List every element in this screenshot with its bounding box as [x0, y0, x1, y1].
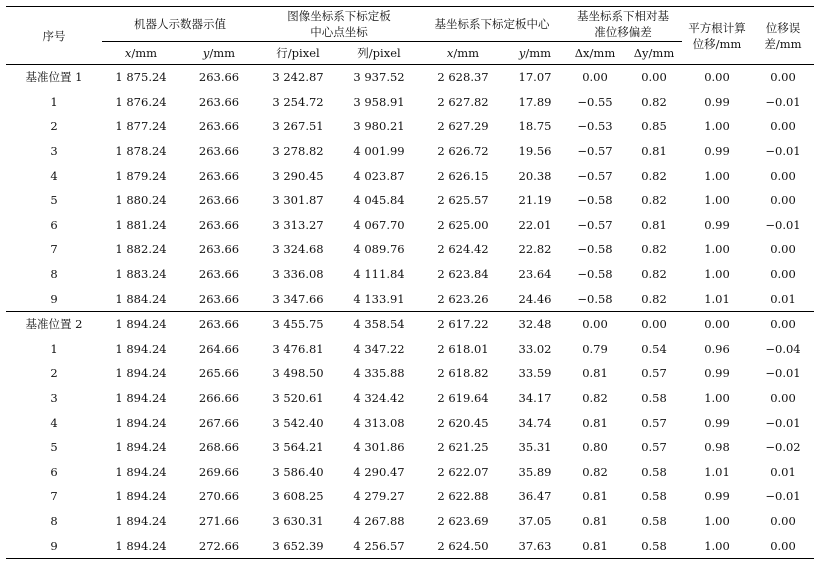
cell-robot-y: 263.66: [198, 193, 240, 208]
cell-sqrt-displacement: 1.00: [704, 168, 730, 183]
cell-seq: 9: [6, 533, 102, 558]
cell-image-row: 3 586.40: [272, 464, 324, 479]
cell-base-y: 22.01: [518, 217, 552, 232]
base-x-unit: /mm: [453, 46, 480, 60]
header-row-pixel: 行/pixel: [258, 42, 338, 65]
cell-seq: 1: [50, 341, 58, 356]
data-table-container: [6, 6, 814, 559]
header-x-mm: x/mm: [102, 42, 180, 65]
cell-sqrt-displacement: 1.00: [704, 242, 730, 257]
cell-base-x: 2 624.42: [437, 242, 489, 257]
cell-image-col: 4 023.87: [353, 168, 405, 183]
table-row: [6, 533, 814, 558]
table-row: [6, 484, 814, 509]
cell-image-col: 4 111.84: [353, 267, 405, 282]
cell-seq: 8: [50, 267, 58, 282]
cell-delta-x: −0.58: [577, 267, 613, 282]
cell-delta-y: 0.00: [626, 311, 682, 336]
cell-base-y: 17.89: [518, 94, 552, 109]
cell-robot-y: 263.66: [198, 119, 240, 134]
cell-displacement-error: 0.00: [770, 193, 796, 208]
table-row: [6, 139, 814, 164]
cell-image-row: 3 313.27: [272, 217, 324, 232]
cell-robot-x: 1 894.24: [115, 366, 167, 381]
cell-delta-y: 0.58: [641, 489, 667, 504]
cell-robot-x: 1 880.24: [115, 193, 167, 208]
cell-base-x: 2 625.00: [437, 217, 489, 232]
cell-image-row: 3 301.87: [272, 193, 324, 208]
cell-robot-y: 264.66: [198, 341, 240, 356]
cell-base-x: 2 623.26: [437, 291, 489, 306]
cell-robot-y: 266.66: [198, 391, 240, 406]
header-col-pixel: 列/pixel: [338, 42, 420, 65]
cell-displacement-error: −0.01: [765, 144, 801, 159]
cell-sqrt-displacement: 1.00: [704, 391, 730, 406]
calibration-table: [6, 6, 814, 559]
cell-robot-x: 1 894.24: [115, 513, 167, 528]
cell-delta-y: 0.54: [641, 341, 667, 356]
cell-base-y: 19.56: [518, 144, 552, 159]
cell-image-row: 3 290.45: [272, 168, 324, 183]
table-row: [6, 337, 814, 362]
cell-seq: 基准位置 1: [25, 70, 83, 85]
cell-base-x: 2 628.37: [437, 70, 489, 85]
cell-sqrt-displacement: 1.01: [704, 291, 730, 306]
table-row: [6, 286, 814, 311]
cell-seq: 5: [50, 193, 58, 208]
cell-image-row: 3 608.25: [272, 489, 324, 504]
header-dx: Δx/mm: [564, 42, 626, 65]
cell-image-col: 3 958.91: [353, 94, 405, 109]
cell-displacement-error: −0.01: [765, 366, 801, 381]
cell-delta-x: 0.00: [582, 70, 608, 85]
cell-robot-x: 1 884.24: [115, 291, 167, 306]
table-row: [6, 213, 814, 238]
cell-delta-x: −0.55: [577, 94, 613, 109]
cell-image-col: 4 347.22: [353, 341, 405, 356]
cell-base-x: 2 621.25: [437, 440, 489, 455]
cell-image-row: 3 347.66: [272, 291, 324, 306]
header-sqrt-displacement: [682, 7, 752, 65]
table-row: [6, 386, 814, 411]
table-row: [6, 460, 814, 485]
cell-base-x: 2 627.82: [437, 94, 489, 109]
cell-robot-x: 1 894.24: [102, 533, 180, 558]
header-base-center: 基坐标系下标定板中心: [420, 7, 564, 42]
cell-displacement-error: 0.01: [770, 464, 796, 479]
cell-delta-y: 0.58: [641, 464, 667, 479]
cell-image-row: 3 242.87: [272, 70, 324, 85]
cell-base-y: 21.19: [518, 193, 552, 208]
cell-seq: 5: [50, 440, 58, 455]
cell-delta-x: 0.81: [582, 489, 608, 504]
cell-image-col: 4 301.86: [353, 440, 405, 455]
cell-base-x: 2 622.07: [437, 464, 489, 479]
cell-robot-y: 271.66: [198, 513, 240, 528]
cell-robot-x: 1 879.24: [115, 168, 167, 183]
cell-image-col: 4 267.88: [353, 513, 405, 528]
cell-seq: 7: [50, 489, 58, 504]
table-row: [6, 509, 814, 534]
cell-base-y: 37.05: [518, 513, 552, 528]
cell-seq: 基准位置 2: [6, 311, 102, 336]
cell-sqrt-displacement: 1.00: [704, 193, 730, 208]
cell-image-row: 3 630.31: [272, 513, 324, 528]
cell-delta-y: 0.57: [641, 440, 667, 455]
header-displacement-error: [752, 7, 814, 65]
header-base-x: x/mm: [420, 42, 506, 65]
header-robot-reading: 机器人示数器示值: [102, 7, 258, 42]
cell-base-x: 2 620.45: [437, 415, 489, 430]
cell-delta-y: 0.81: [641, 144, 667, 159]
header-dy: Δy/mm: [626, 42, 682, 65]
cell-robot-x: 1 875.24: [115, 70, 167, 85]
cell-delta-y: 0.82: [641, 267, 667, 282]
cell-robot-y: 267.66: [198, 415, 240, 430]
cell-seq: 3: [50, 144, 58, 159]
cell-robot-y: 263.66: [180, 311, 258, 336]
cell-delta-y: 0.58: [641, 391, 667, 406]
cell-sqrt-displacement: 0.96: [704, 341, 730, 356]
cell-image-row: 3 278.82: [272, 144, 324, 159]
header-seq: 序号: [6, 7, 102, 65]
cell-displacement-error: −0.02: [765, 440, 801, 455]
cell-image-col: 4 324.42: [353, 391, 405, 406]
cell-displacement-error: 0.00: [752, 533, 814, 558]
cell-image-row: 3 324.68: [272, 242, 324, 257]
base-y-unit: /mm: [525, 46, 552, 60]
cell-image-col: 3 937.52: [353, 70, 405, 85]
cell-image-row: 3 336.08: [272, 267, 324, 282]
cell-robot-y: 269.66: [198, 464, 240, 479]
cell-delta-y: 0.82: [641, 242, 667, 257]
cell-base-y: 23.64: [518, 267, 552, 282]
cell-base-x: 2 623.69: [437, 513, 489, 528]
header-base-y: y/mm: [506, 42, 564, 65]
cell-robot-y: 265.66: [198, 366, 240, 381]
cell-robot-x: 1 877.24: [115, 119, 167, 134]
cell-robot-y: 263.66: [198, 291, 240, 306]
cell-robot-x: 1 894.24: [115, 415, 167, 430]
cell-delta-x: −0.57: [577, 217, 613, 232]
cell-base-y: 33.59: [518, 366, 552, 381]
cell-base-y: 35.89: [518, 464, 552, 479]
cell-image-row: 3 455.75: [258, 311, 338, 336]
cell-image-row: 3 498.50: [272, 366, 324, 381]
cell-seq: 7: [50, 242, 58, 257]
cell-base-x: 2 618.01: [437, 341, 489, 356]
cell-base-x: 2 622.88: [437, 489, 489, 504]
cell-base-y: 36.47: [518, 489, 552, 504]
cell-base-y: 35.31: [518, 440, 552, 455]
header-image-coords-text: 图像坐标系下标定板中心点坐标: [287, 9, 391, 39]
cell-robot-y: 263.66: [198, 70, 240, 85]
cell-base-y: 34.17: [518, 391, 552, 406]
cell-delta-y: 0.85: [641, 119, 667, 134]
cell-displacement-error: −0.01: [765, 415, 801, 430]
cell-image-col: 4 279.27: [353, 489, 405, 504]
cell-delta-x: 0.81: [564, 533, 626, 558]
cell-seq: 4: [50, 415, 58, 430]
cell-seq: 8: [50, 513, 58, 528]
cell-base-x: 2 618.82: [437, 366, 489, 381]
cell-base-y: 18.75: [518, 119, 552, 134]
cell-image-row: 3 652.39: [258, 533, 338, 558]
cell-image-col: 4 133.91: [353, 291, 405, 306]
cell-seq: 1: [50, 94, 58, 109]
x-unit: /mm: [131, 46, 158, 60]
cell-delta-x: −0.58: [577, 242, 613, 257]
cell-displacement-error: 0.00: [770, 267, 796, 282]
cell-delta-y: 0.81: [641, 217, 667, 232]
cell-robot-y: 263.66: [198, 168, 240, 183]
cell-robot-y: 272.66: [180, 533, 258, 558]
table-row: [6, 114, 814, 139]
cell-base-x: 2 617.22: [420, 311, 506, 336]
cell-sqrt-displacement: 1.01: [704, 464, 730, 479]
cell-displacement-error: 0.00: [770, 513, 796, 528]
cell-delta-x: −0.53: [577, 119, 613, 134]
table-row: [6, 65, 814, 90]
cell-robot-y: 263.66: [198, 217, 240, 232]
cell-sqrt-displacement: 0.99: [704, 366, 730, 381]
cell-image-row: 3 564.21: [272, 440, 324, 455]
cell-base-x: 2 624.50: [420, 533, 506, 558]
cell-displacement-error: 0.00: [770, 242, 796, 257]
cell-delta-x: 0.81: [582, 366, 608, 381]
cell-image-col: 4 067.70: [353, 217, 405, 232]
cell-seq: 2: [50, 366, 58, 381]
cell-seq: 3: [50, 391, 58, 406]
cell-robot-x: 1 876.24: [115, 94, 167, 109]
cell-robot-x: 1 882.24: [115, 242, 167, 257]
cell-delta-x: 0.82: [582, 391, 608, 406]
cell-base-y: 17.07: [518, 70, 552, 85]
cell-displacement-error: 0.00: [770, 70, 796, 85]
cell-robot-x: 1 894.24: [115, 489, 167, 504]
cell-delta-x: 0.79: [582, 341, 608, 356]
table-row: [6, 361, 814, 386]
cell-delta-y: 0.57: [641, 415, 667, 430]
cell-image-row: 3 267.51: [272, 119, 324, 134]
table-row: [6, 410, 814, 435]
table-row: [6, 163, 814, 188]
cell-base-x: 2 626.15: [437, 168, 489, 183]
cell-image-col: 4 290.47: [353, 464, 405, 479]
cell-image-row: 3 476.81: [272, 341, 324, 356]
cell-delta-x: −0.58: [577, 193, 613, 208]
cell-image-col: 4 001.99: [353, 144, 405, 159]
table-row: [6, 237, 814, 262]
cell-delta-y: 0.82: [641, 193, 667, 208]
cell-delta-y: 0.57: [641, 366, 667, 381]
table-row: [6, 188, 814, 213]
cell-seq: 9: [50, 291, 58, 306]
cell-image-row: 3 542.40: [272, 415, 324, 430]
cell-sqrt-displacement: 0.99: [704, 94, 730, 109]
cell-base-x: 2 627.29: [437, 119, 489, 134]
cell-delta-y: 0.82: [641, 168, 667, 183]
cell-sqrt-displacement: 0.98: [704, 440, 730, 455]
cell-delta-x: 0.82: [582, 464, 608, 479]
cell-robot-x: 1 878.24: [115, 144, 167, 159]
cell-robot-x: 1 894.24: [115, 391, 167, 406]
cell-delta-y: 0.00: [641, 70, 667, 85]
cell-delta-y: 0.58: [641, 513, 667, 528]
header-y-mm: y/mm: [180, 42, 258, 65]
cell-robot-x: 1 894.24: [115, 440, 167, 455]
cell-base-y: 22.82: [518, 242, 552, 257]
cell-image-col: 4 089.76: [353, 242, 405, 257]
cell-robot-y: 263.66: [198, 144, 240, 159]
cell-robot-y: 263.66: [198, 267, 240, 282]
cell-robot-y: 263.66: [198, 94, 240, 109]
cell-displacement-error: 0.00: [770, 391, 796, 406]
cell-image-col: 4 313.08: [353, 415, 405, 430]
cell-base-x: 2 619.64: [437, 391, 489, 406]
cell-seq: 6: [50, 464, 58, 479]
cell-delta-y: 0.82: [641, 94, 667, 109]
cell-sqrt-displacement: 0.99: [704, 144, 730, 159]
cell-delta-x: 0.81: [582, 513, 608, 528]
cell-displacement-error: −0.04: [765, 341, 801, 356]
cell-delta-x: −0.57: [577, 144, 613, 159]
header-error-text: 位移误差/mm: [764, 20, 802, 51]
cell-sqrt-displacement: 1.00: [704, 119, 730, 134]
cell-robot-y: 268.66: [198, 440, 240, 455]
cell-image-col: 4 045.84: [353, 193, 405, 208]
cell-sqrt-displacement: 0.99: [704, 217, 730, 232]
cell-delta-y: 0.82: [641, 291, 667, 306]
header-sqrt-text: 平方根计算位移/mm: [688, 20, 746, 51]
header-deviation-text: 基坐标系下相对基准位移偏差: [577, 9, 669, 39]
cell-delta-x: −0.58: [577, 291, 613, 306]
table-row: [6, 311, 814, 336]
cell-sqrt-displacement: 1.00: [704, 267, 730, 282]
cell-delta-y: 0.58: [626, 533, 682, 558]
cell-robot-y: 270.66: [198, 489, 240, 504]
table-row: [6, 435, 814, 460]
cell-base-y: 20.38: [518, 168, 552, 183]
cell-sqrt-displacement: 0.99: [704, 489, 730, 504]
cell-seq: 4: [50, 168, 58, 183]
cell-robot-x: 1 894.24: [102, 311, 180, 336]
cell-displacement-error: 0.01: [770, 291, 796, 306]
cell-robot-x: 1 894.24: [115, 341, 167, 356]
cell-displacement-error: 0.00: [752, 311, 814, 336]
cell-sqrt-displacement: 1.00: [682, 533, 752, 558]
cell-seq: 6: [50, 217, 58, 232]
cell-delta-x: 0.81: [582, 415, 608, 430]
cell-image-col: 4 358.54: [338, 311, 420, 336]
cell-sqrt-displacement: 0.00: [704, 70, 730, 85]
cell-robot-x: 1 894.24: [115, 464, 167, 479]
cell-sqrt-displacement: 0.00: [682, 311, 752, 336]
cell-image-row: 3 254.72: [272, 94, 324, 109]
cell-image-col: 4 335.88: [353, 366, 405, 381]
cell-robot-x: 1 881.24: [115, 217, 167, 232]
cell-image-col: 3 980.21: [353, 119, 405, 134]
header-deviation: [564, 7, 682, 42]
cell-image-row: 3 520.61: [272, 391, 324, 406]
table-row: [6, 90, 814, 115]
cell-sqrt-displacement: 0.99: [704, 415, 730, 430]
cell-sqrt-displacement: 1.00: [704, 513, 730, 528]
table-body: [6, 65, 814, 559]
cell-displacement-error: −0.01: [765, 217, 801, 232]
cell-displacement-error: 0.00: [770, 168, 796, 183]
cell-displacement-error: −0.01: [765, 94, 801, 109]
cell-base-y: 32.48: [506, 311, 564, 336]
cell-robot-y: 263.66: [198, 242, 240, 257]
cell-delta-x: 0.00: [564, 311, 626, 336]
cell-base-x: 2 623.84: [437, 267, 489, 282]
cell-base-y: 37.63: [506, 533, 564, 558]
cell-base-x: 2 625.57: [437, 193, 489, 208]
cell-delta-x: −0.57: [577, 168, 613, 183]
cell-displacement-error: 0.00: [770, 119, 796, 134]
y-unit: /mm: [209, 46, 236, 60]
cell-seq: 2: [50, 119, 58, 134]
cell-delta-x: 0.80: [582, 440, 608, 455]
cell-base-x: 2 626.72: [437, 144, 489, 159]
cell-image-col: 4 256.57: [338, 533, 420, 558]
cell-base-y: 24.46: [518, 291, 552, 306]
header-image-coords: [258, 7, 420, 42]
cell-displacement-error: −0.01: [765, 489, 801, 504]
cell-robot-x: 1 883.24: [115, 267, 167, 282]
table-row: [6, 262, 814, 287]
cell-base-y: 34.74: [518, 415, 552, 430]
cell-base-y: 33.02: [518, 341, 552, 356]
